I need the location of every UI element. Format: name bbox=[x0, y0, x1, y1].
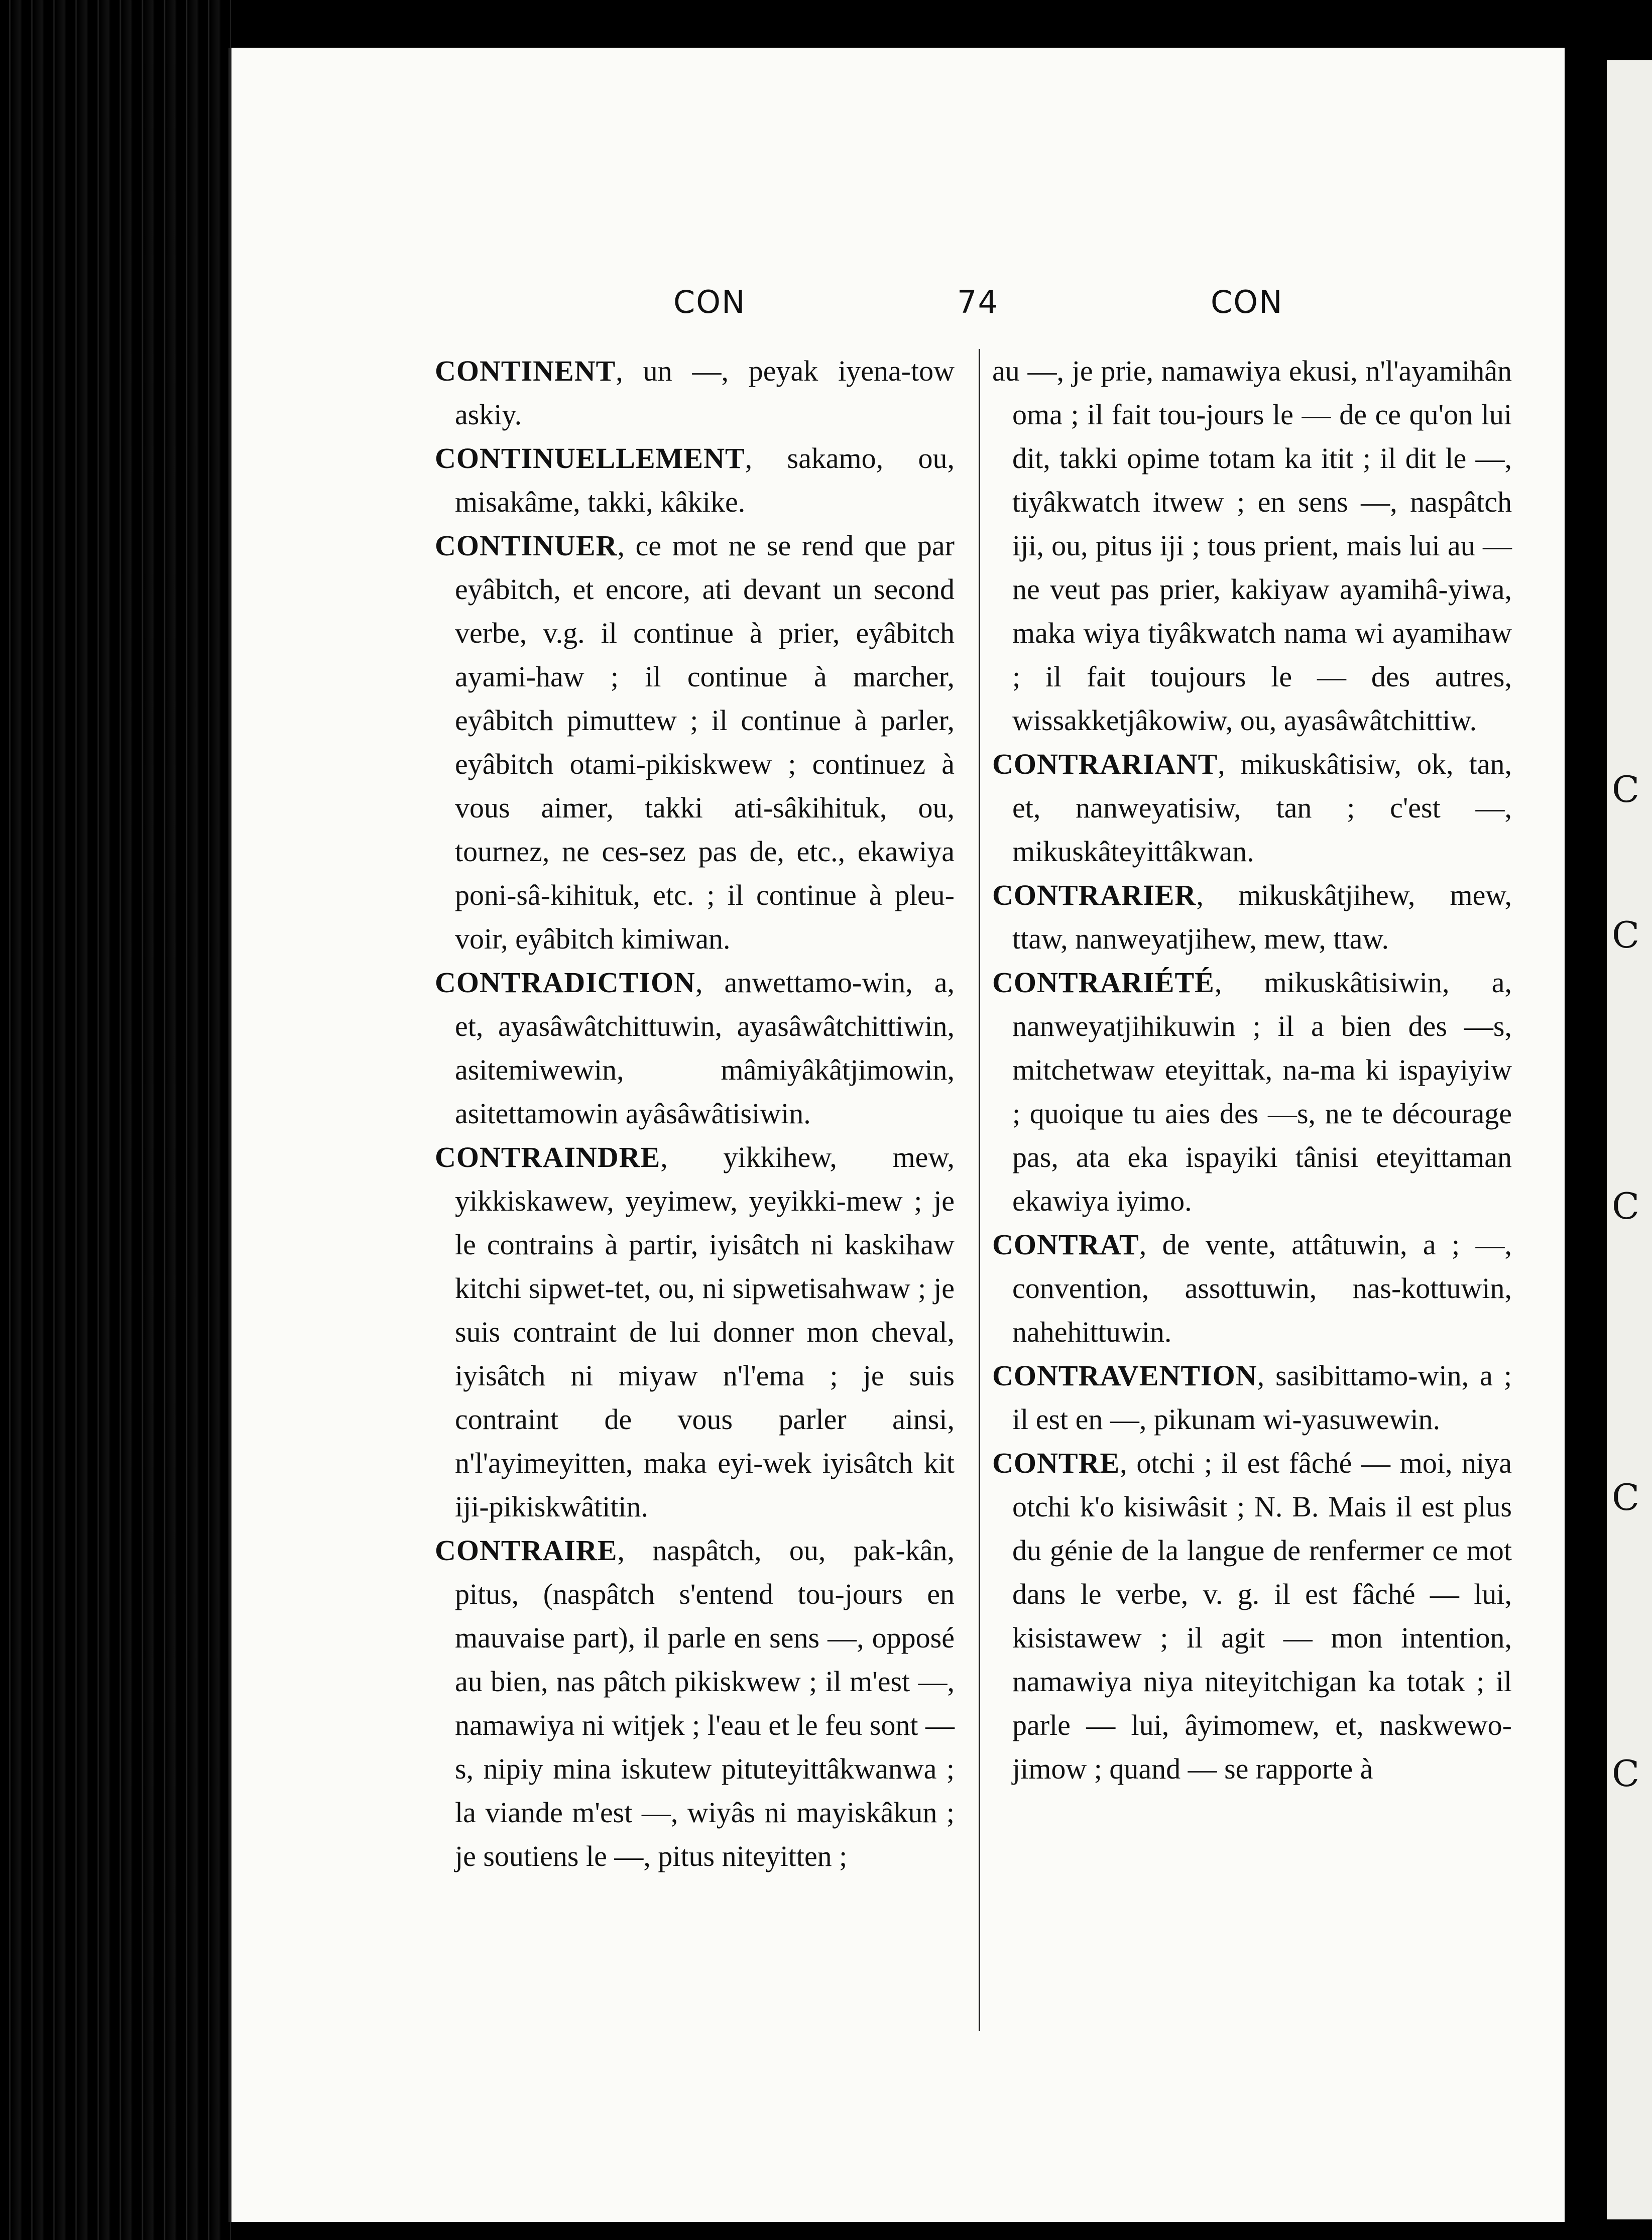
dictionary-entry bbox=[435, 1135, 955, 1528]
running-header bbox=[231, 284, 1565, 329]
book-spine-edge bbox=[0, 0, 231, 2240]
dictionary-entry bbox=[992, 873, 1512, 961]
dictionary-entry bbox=[435, 961, 955, 1135]
headword: CONTRARIÉTÉ bbox=[992, 966, 1215, 999]
fragment-letter: C bbox=[1612, 1752, 1640, 1795]
dictionary-entry bbox=[992, 742, 1512, 873]
dictionary-entry bbox=[992, 1441, 1512, 1791]
definition: , sakamo, ou, misakâme, takki, kâkike. bbox=[455, 442, 955, 518]
headword: CONTRARIANT bbox=[992, 748, 1218, 780]
definition: , anwettamo-win, a, et, ayasâwâtchittuwin, ayasâwâtchittiwin, asitemiwewin, mâmiyâkâtjimowin, asitettamowin ayâsâwâtisiwin. bbox=[455, 966, 955, 1130]
definition: , sasibittamo-win, a ; il est en —, pikunam wi-yasuwewin. bbox=[1012, 1359, 1512, 1436]
headword: CONTRE bbox=[992, 1447, 1120, 1479]
definition: , yikkihew, mew, yikkiskawew, yeyimew, yeyikki-mew ; je le contrains à partir, iyisâtch ni kaskihaw kitchi sipwet-tet, ou, ni sipwetisahwaw ; je suis contraint de lui donner mon cheval, iyisâtch ni miyaw n'l'ema ; je suis contraint de vous parler ainsi, n'l'ayimeyitten, maka eyi-wek iyisâtch kit iji-pikiskwâtitin. bbox=[455, 1141, 955, 1523]
column-divider bbox=[979, 349, 980, 2031]
headword: CONTRARIER bbox=[992, 879, 1197, 911]
headword: CONTINUER bbox=[435, 529, 618, 562]
definition: , ce mot ne se rend que par eyâbitch, et encore, ati devant un second verbe, v.g. il continue à prier, eyâbitch ayami-haw ; il continue à marcher, eyâbitch pimuttew ; il continue à parler, eyâbitch otami-pikiskwew ; continuez à vous aimer, takki ati-sâkihituk, ou, tournez, ne ces-sez pas de, etc., ekawiya poni-sâ-kihituk, etc. ; il continue à pleu-voir, eyâbitch kimiwan. bbox=[455, 529, 955, 955]
fragment-letter: C bbox=[1612, 768, 1640, 810]
definition: , mikuskâtjihew, mew, ttaw, nanweyatjihew, mew, ttaw. bbox=[1012, 879, 1512, 955]
definition: au —, je prie, namawiya ekusi, n'l'ayamihân oma ; il fait tou-jours le — de ce qu'on lui dit, takki opime totam ka itit ; il dit le —, tiyâkwatch itwew ; en sens —, naspâtch iji, ou, pitus iji ; tous prient, mais lui au — ne veut pas prier, kakiyaw ayamihâ-yiwa, maka wiya tiyâkwatch nama wi ayamihaw ; il fait toujours le — des autres, wissakketjâkowiw, ou, ayasâwâtchittiw. bbox=[992, 355, 1512, 737]
definition: , mikuskâtisiwin, a, nanweyatjihikuwin ; il a bien des —s, mitchetwaw eteyittak, na-ma ki ispayiyiw ; quoique tu aies des —s, ne te décourage pas, ata eka ispayiki tânisi eteyittaman ekawiya iyimo. bbox=[1012, 966, 1512, 1217]
dictionary-entry bbox=[992, 1223, 1512, 1354]
definition: , otchi ; il est fâché — moi, niya otchi k'o kisiwâsit ; N. B. Mais il est plus du génie de la langue de renfermer ce mot dans le verbe, v. g. il est fâché — lui, kisistawew ; il agit — mon intention, namawiya niya niteyitchigan ka totak ; il parle — lui, âyimomew, et, naskwewo-jimow ; quand — se rapporte à bbox=[1012, 1447, 1512, 1785]
right-column bbox=[992, 349, 1512, 1791]
header-left: CON bbox=[673, 284, 746, 320]
definition: , un —, peyak iyena-tow askiy. bbox=[455, 355, 955, 431]
dictionary-entry bbox=[435, 349, 955, 436]
dictionary-entry bbox=[992, 349, 1512, 742]
headword: CONTRAVENTION bbox=[992, 1359, 1257, 1392]
dictionary-entry bbox=[435, 524, 955, 961]
headword: CONTRAIRE bbox=[435, 1534, 618, 1567]
headword: CONTRAINDRE bbox=[435, 1141, 661, 1173]
dictionary-entry bbox=[435, 1528, 955, 1878]
dictionary-entry bbox=[992, 1354, 1512, 1441]
header-right: CON bbox=[1211, 284, 1283, 320]
dictionary-entry bbox=[435, 436, 955, 524]
fragment-letter: C bbox=[1612, 1476, 1640, 1518]
headword: CONTINUELLEMENT bbox=[435, 442, 745, 475]
fragment-letter: C bbox=[1612, 1185, 1640, 1227]
definition: , mikuskâtisiw, ok, tan, et, nanweyatisiw, tan ; c'est —, mikuskâteyittâkwan. bbox=[1012, 748, 1512, 868]
next-page-fragment bbox=[1607, 60, 1652, 2219]
dictionary-page bbox=[228, 48, 1565, 2222]
fragment-letter: C bbox=[1612, 914, 1640, 956]
definition: , naspâtch, ou, pak-kân, pitus, (naspâtch s'entend tou-jours en mauvaise part), il parle en sens —, opposé au bien, nas pâtch pikiskwew ; il m'est —, namawiya ni witjek ; l'eau et le feu sont —s, nipiy mina iskutew pituteyittâkwanwa ; la viande m'est —, wiyâs ni mayiskâkun ; je soutiens le —, pitus niteyitten ; bbox=[455, 1534, 955, 1872]
dictionary-entry bbox=[992, 961, 1512, 1223]
page-number: 74 bbox=[957, 284, 999, 320]
left-column bbox=[435, 349, 955, 1878]
headword: CONTINENT bbox=[435, 355, 616, 387]
headword: CONTRADICTION bbox=[435, 966, 695, 999]
definition: , de vente, attâtuwin, a ; —, convention, assottuwin, nas-kottuwin, nahehittuwin. bbox=[1012, 1228, 1512, 1348]
headword: CONTRAT bbox=[992, 1228, 1139, 1261]
